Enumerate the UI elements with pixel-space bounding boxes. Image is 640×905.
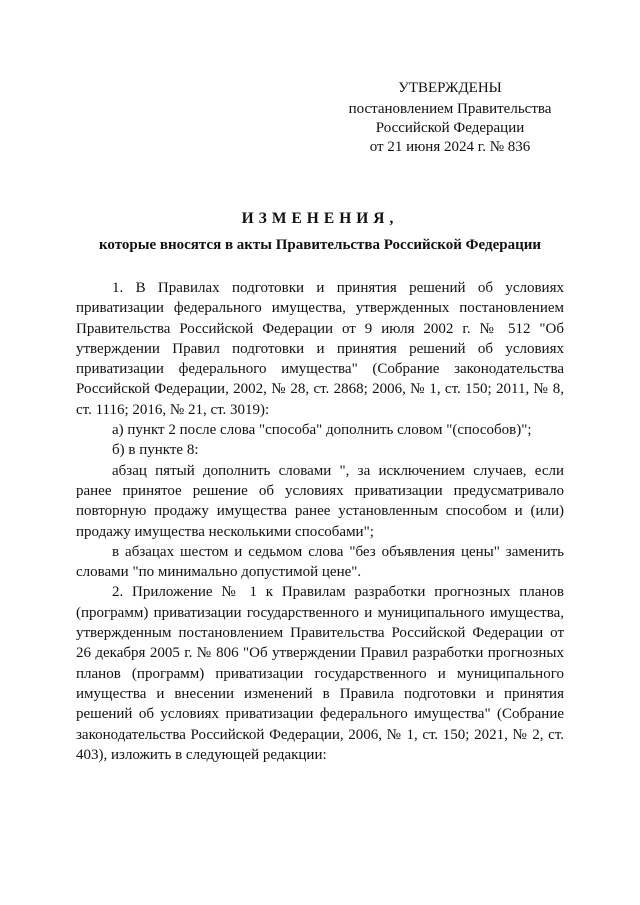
paragraph: 1. В Правилах подготовки и принятия решений об условиях приватизации федерального имущества, утвержденных постановлением Правительства Российской Федерации от 9 июля 2002 г. № 512 "Об утверждении Правил подготовки и принятия решений об условиях приватизации федерального имущества" (Собрание законодательства Российской Федерации, 2002, № 28, ст. 2868; 2006, № 1, ст. 150; 2011, № 8, ст. 1116; 2016, № 21, ст. 3019): <box>76 280 564 418</box>
approval-line-3: от 21 июня 2024 г. № 836 <box>369 139 531 155</box>
document-body <box>76 278 564 765</box>
paragraph: 2. Приложение № 1 к Правилам разработки прогнозных планов (программ) приватизации государственного и муниципального имущества, утвержденным постановлением Правительства Российской Федерации от 26 декабря 2005 г. № 806 "Об утверждении Правил разработки прогнозных планов (программ) приватизации государственного и муниципального имущества и внесении изменений в Правила подготовки и принятия решений об условиях приватизации федерального имущества" (Собрание законодательства Российской Федерации, 2006, № 1, ст. 150; 2021, № 2, ст. 403), изложить в следующей редакции: <box>76 584 564 763</box>
document-subtitle: которые вносятся в акты Правительства Российской Федерации <box>98 237 542 253</box>
approval-line-1: постановлением Правительства <box>348 101 552 117</box>
approval-heading: УТВЕРЖДЕНЫ <box>398 80 502 96</box>
approval-stamp <box>340 79 560 157</box>
document-title: ИЗМЕНЕНИЯ, <box>241 210 399 227</box>
approval-line-2: Российской Федерации <box>375 120 525 136</box>
paragraph: в абзацах шестом и седьмом слова "без объявления цены" заменить словами "по минимально допустимой цене". <box>76 543 564 581</box>
paragraph: а) пункт 2 после слова "способа" дополнить словом "(способов)"; <box>112 422 532 439</box>
paragraph: абзац пятый дополнить словами ", за исключением случаев, если ранее принятое решение об условиях приватизации предусматривало повторную продажу имущества ранее установленным способом и (или) продажу имущества несколькими способами"; <box>76 462 564 540</box>
paragraph: б) в пункте 8: <box>112 442 199 459</box>
